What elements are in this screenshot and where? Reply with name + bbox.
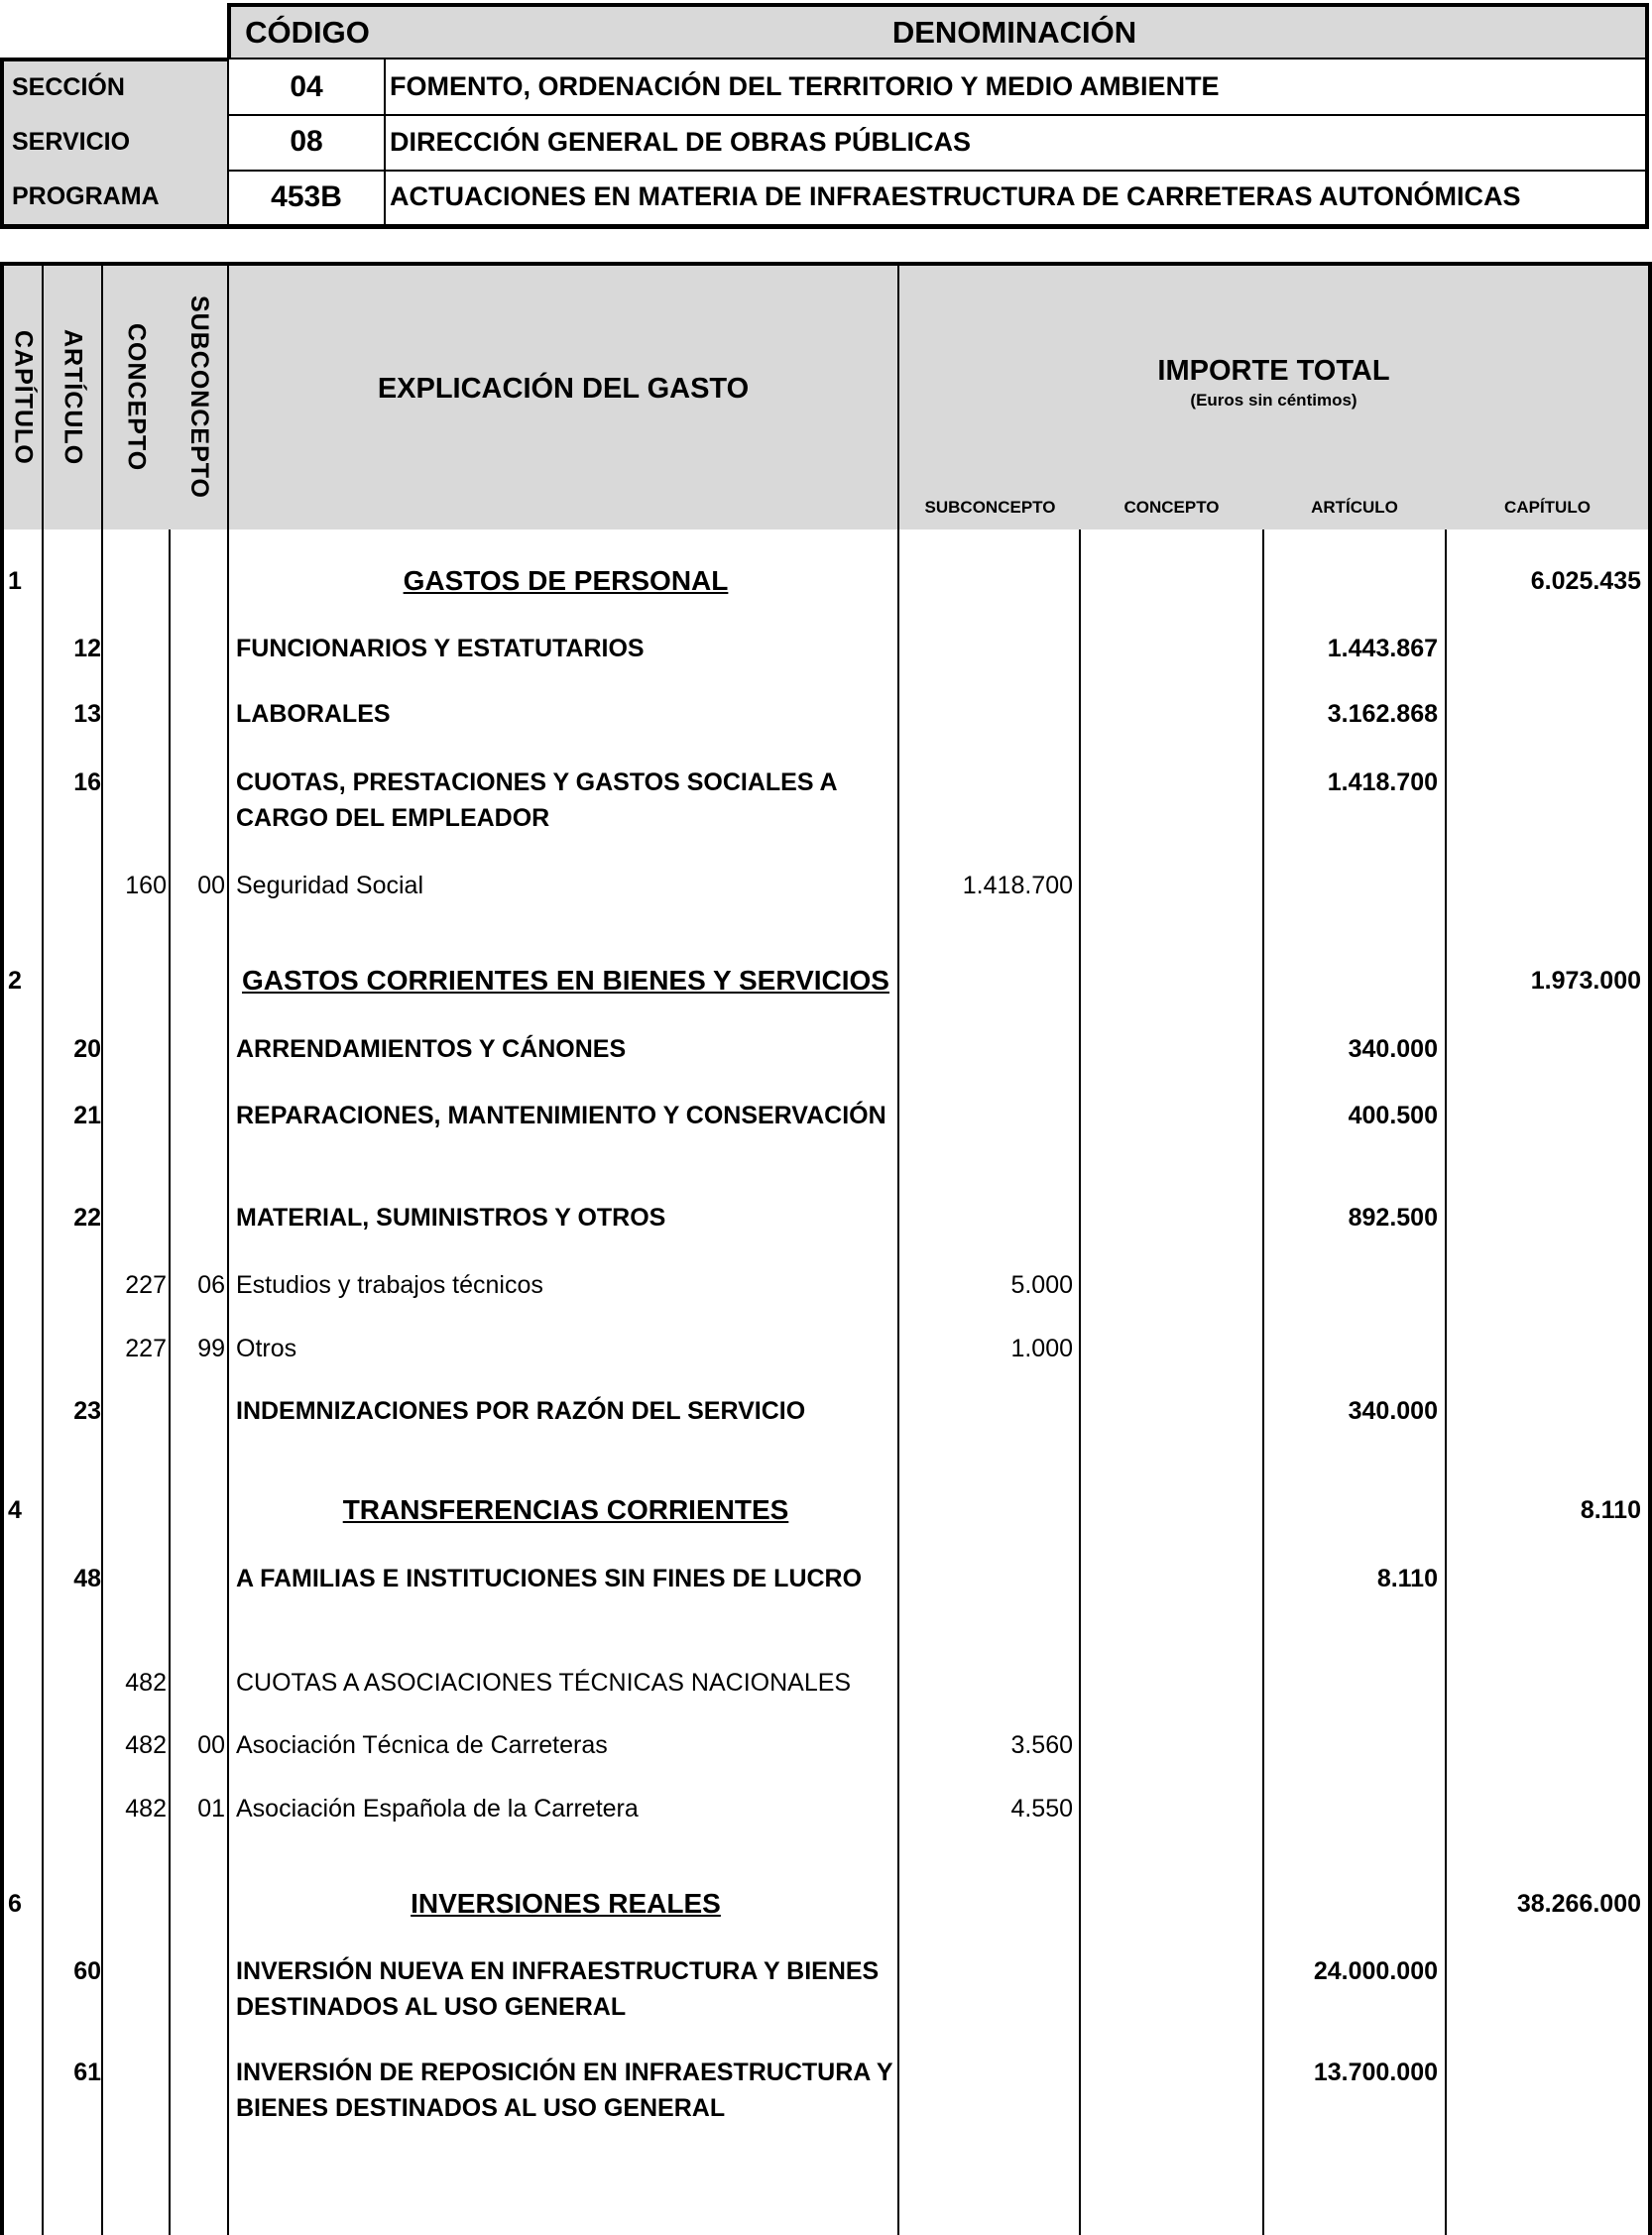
divider (1079, 529, 1081, 2235)
articulo-amount: 3.162.868 (1327, 700, 1438, 728)
articulo-code: 23 (73, 1397, 101, 1425)
concepto-code: 482 (125, 1731, 167, 1759)
divider (169, 529, 171, 2235)
programa-label: PROGRAMA (0, 170, 229, 229)
importe-subtitle: (Euros sin céntimos) (1190, 391, 1357, 410)
capitulo-amount: 6.025.435 (1530, 567, 1641, 595)
expense-description: INVERSIÓN DE REPOSICIÓN EN INFRAESTRUCTURA Y BIENES DESTINADOS AL USO GENERAL (236, 2059, 893, 2122)
expense-description: INDEMNIZACIONES POR RAZÓN DEL SERVICIO (236, 1397, 806, 1425)
expense-description: Estudios y trabajos técnicos (236, 1271, 543, 1299)
identification-table (0, 0, 1652, 230)
articulo-code: 21 (73, 1102, 101, 1129)
divider (227, 266, 229, 2235)
articulo-code: 16 (73, 768, 101, 796)
articulo-code: 12 (73, 635, 101, 662)
subconcepto-code: 00 (197, 1731, 225, 1759)
header-sub-articulo: ARTÍCULO (1311, 498, 1398, 517)
servicio-label: SERVICIO (0, 114, 229, 172)
divider (42, 266, 44, 2235)
expense-description: CUOTAS, PRESTACIONES Y GASTOS SOCIALES A CARGO DEL EMPLEADOR (236, 768, 837, 832)
subconcepto-amount: 1.418.700 (962, 872, 1073, 899)
subconcepto-code: 06 (197, 1271, 225, 1299)
concepto-code: 227 (125, 1271, 167, 1299)
articulo-amount: 400.500 (1348, 1102, 1438, 1129)
subconcepto-code: 00 (197, 872, 225, 899)
articulo-amount: 1.443.867 (1327, 635, 1438, 662)
expense-description: MATERIAL, SUMINISTROS Y OTROS (236, 1204, 666, 1232)
expense-description: Asociación Técnica de Carreteras (236, 1731, 608, 1759)
chapter-title: GASTOS DE PERSONAL (403, 565, 729, 596)
expense-description: Otros (236, 1335, 297, 1362)
codigo-header: CÓDIGO (227, 3, 386, 59)
seccion-label: SECCIÓN (0, 58, 229, 116)
chapter-title: GASTOS CORRIENTES EN BIENES Y SERVICIOS (242, 965, 889, 996)
concepto-code: 160 (125, 872, 167, 899)
header-explicacion: EXPLICACIÓN DEL GASTO (377, 373, 750, 405)
capitulo-amount: 1.973.000 (1530, 967, 1641, 995)
header-sub-subconcepto: SUBCONCEPTO (924, 498, 1056, 517)
header-articulo: ARTÍCULO (59, 329, 87, 466)
servicio-name: DIRECCIÓN GENERAL DE OBRAS PÚBLICAS (384, 114, 1649, 172)
programa-code: 453B (227, 170, 386, 229)
divider (101, 266, 103, 2235)
expenditure-table (0, 262, 1652, 2235)
expense-description: FUNCIONARIOS Y ESTATUTARIOS (236, 635, 645, 662)
articulo-code: 60 (73, 1957, 101, 1985)
servicio-code: 08 (227, 114, 386, 172)
articulo-code: 20 (73, 1035, 101, 1063)
articulo-code: 13 (73, 700, 101, 728)
header-subconcepto: SUBCONCEPTO (185, 295, 213, 500)
articulo-code: 48 (73, 1565, 101, 1592)
subconcepto-amount: 5.000 (1010, 1271, 1073, 1299)
header-sub-concepto: CONCEPTO (1123, 498, 1220, 517)
denominacion-header: DENOMINACIÓN (384, 3, 1649, 59)
subconcepto-amount: 4.550 (1010, 1795, 1073, 1823)
header-sub-capitulo: CAPÍTULO (1504, 498, 1591, 517)
articulo-amount: 24.000.000 (1313, 1957, 1438, 1985)
expense-description: REPARACIONES, MANTENIMIENTO Y CONSERVACIÓN (236, 1102, 886, 1129)
articulo-amount: 340.000 (1348, 1035, 1438, 1063)
capitulo-code: 6 (8, 1890, 22, 1918)
header-capitulo: CAPÍTULO (9, 330, 38, 465)
expense-description: Asociación Española de la Carretera (236, 1795, 639, 1823)
subconcepto-amount: 3.560 (1010, 1731, 1073, 1759)
expense-description: INVERSIÓN NUEVA EN INFRAESTRUCTURA Y BIENES DESTINADOS AL USO GENERAL (236, 1957, 880, 2021)
concepto-code: 227 (125, 1335, 167, 1362)
concepto-code: 482 (125, 1669, 167, 1697)
importe-title: IMPORTE TOTAL (1157, 355, 1390, 387)
articulo-code: 22 (73, 1204, 101, 1232)
header-concepto: CONCEPTO (122, 323, 151, 472)
divider (1445, 529, 1447, 2235)
capitulo-amount: 38.266.000 (1516, 1890, 1641, 1918)
chapter-title: TRANSFERENCIAS CORRIENTES (342, 1494, 789, 1525)
expense-description: A FAMILIAS E INSTITUCIONES SIN FINES DE LUCRO (236, 1565, 863, 1592)
programa-name: ACTUACIONES EN MATERIA DE INFRAESTRUCTURA DE CARRETERAS AUTONÓMICAS (384, 170, 1649, 229)
capitulo-code: 2 (8, 967, 22, 995)
expense-description: ARRENDAMIENTOS Y CÁNONES (236, 1035, 627, 1063)
articulo-amount: 13.700.000 (1313, 2059, 1438, 2086)
expense-description: Seguridad Social (236, 872, 424, 899)
capitulo-code: 4 (8, 1496, 22, 1524)
subconcepto-amount: 1.000 (1010, 1335, 1073, 1362)
seccion-code: 04 (227, 58, 386, 116)
articulo-code: 61 (73, 2059, 101, 2086)
concepto-code: 482 (125, 1795, 167, 1823)
subconcepto-code: 99 (197, 1335, 225, 1362)
chapter-title: INVERSIONES REALES (411, 1888, 721, 1919)
capitulo-code: 1 (8, 567, 22, 595)
capitulo-amount: 8.110 (1580, 1496, 1641, 1524)
expense-description: CUOTAS A ASOCIACIONES TÉCNICAS NACIONALES (236, 1669, 852, 1697)
articulo-amount: 8.110 (1376, 1565, 1438, 1592)
articulo-amount: 1.418.700 (1327, 768, 1438, 796)
subconcepto-code: 01 (197, 1795, 225, 1823)
expense-description: LABORALES (236, 700, 391, 728)
articulo-amount: 892.500 (1348, 1204, 1438, 1232)
divider (897, 266, 899, 2235)
seccion-name: FOMENTO, ORDENACIÓN DEL TERRITORIO Y MEDIO AMBIENTE (384, 58, 1649, 116)
articulo-amount: 340.000 (1348, 1397, 1438, 1425)
